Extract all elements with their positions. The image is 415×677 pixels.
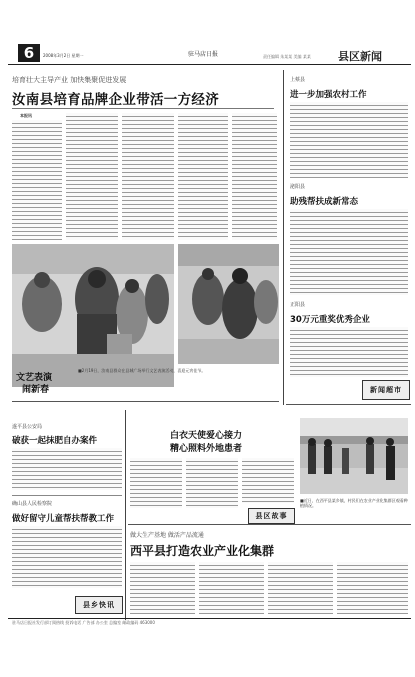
xiping-column-4 (337, 562, 408, 614)
xiping-headline: 西平县打造农业产业化集群 (130, 544, 275, 558)
lead-column-3 (122, 113, 174, 240)
sidebar-county-2: 泌阳县 (290, 184, 306, 190)
sidebar-county-1: 上蔡县 (290, 77, 306, 83)
lower-divider (125, 410, 126, 620)
photo-rule (12, 401, 279, 402)
lead-rule (12, 108, 274, 109)
story-column-1 (130, 458, 182, 508)
story-rule (128, 524, 411, 525)
sidebar-text-2 (290, 209, 408, 295)
lead-column-4 (178, 113, 228, 240)
lead-headline: 汝南县培育品牌企业带活一方经济 (12, 92, 219, 108)
festival-photo-right (178, 244, 279, 364)
photo-caption-title-2: 闹新春 (22, 385, 50, 395)
police-rule (12, 495, 122, 496)
page-number: 6 (18, 44, 40, 62)
lead-kicker: 培育壮大主导产业 加快集聚促进发展 (12, 76, 127, 84)
xiping-photo-caption: ■近日，在西平县某乡镇，村民们在农业产业化集群区观看种植情况。 (300, 498, 408, 508)
photo-caption-text: ■2月19日，汝南县群众在县城广场举行文艺表演活动，喜迎元宵佳节。 (78, 368, 206, 373)
section-title: 县区新闻 (338, 50, 382, 63)
court-stamp: 县乡快讯 (75, 596, 123, 614)
court-text (12, 526, 122, 588)
lead-byline: 本报讯 (20, 113, 32, 118)
photo-caption-title-1: 文艺表演 (16, 373, 53, 383)
sidebar-stamp: 新闻超市 (362, 380, 410, 400)
photo-image (12, 244, 174, 387)
paper-name: 驻马店日报 (188, 51, 219, 58)
court-headline: 做好留守儿童帮扶帮教工作 (12, 514, 115, 524)
sidebar-rule (286, 404, 411, 405)
sidebar-headline-1: 进一步加强农村工作 (290, 90, 367, 100)
xiping-column-3 (268, 562, 333, 614)
police-headline: 破获一起抹肥自办案件 (12, 436, 98, 446)
xiping-column-1 (130, 562, 195, 614)
lead-column-1 (12, 120, 62, 240)
xiping-column-2 (199, 562, 264, 614)
police-text (12, 448, 122, 490)
xiping-kicker: 做大生产基地 做活产品流通 (130, 532, 204, 539)
story-column-2 (186, 458, 238, 508)
sidebar-headline-3: 30万元重奖优秀企业 (290, 315, 370, 325)
lead-column-5 (232, 113, 277, 240)
masthead (8, 44, 411, 66)
footer-text: 驻马店日报社发行部订阅热线 投诉电话 广告部 办公室 总编室 邮政编码 463000 (12, 620, 155, 625)
sidebar-divider (283, 70, 284, 405)
xiping-photo (300, 418, 408, 494)
story-headline-2: 精心照料外地患者 (170, 444, 243, 454)
sidebar-headline-2: 助残帮扶成新常态 (290, 197, 359, 207)
sidebar-county-3: 正阳县 (290, 302, 306, 308)
story-headline-1: 白衣天使爱心接力 (170, 431, 243, 441)
footer-rule (8, 618, 411, 619)
lead-column-2 (66, 113, 118, 240)
story-stamp: 县区故事 (248, 508, 295, 524)
sidebar-text-3 (290, 327, 408, 377)
masthead-date: 2008年3月2日 星期一 (43, 53, 84, 58)
court-unit: 确山县人民检察院 (12, 501, 53, 507)
masthead-editor: 责任编辑 朱某某 美编 某某 (263, 54, 311, 59)
masthead-rule (8, 64, 411, 65)
photo-image-3 (300, 418, 408, 494)
photo-image-2 (178, 244, 279, 364)
police-unit: 遂平县公安局 (12, 424, 43, 430)
story-column-3 (242, 458, 294, 503)
festival-photo-left (12, 244, 174, 387)
sidebar-text-1 (290, 102, 408, 178)
